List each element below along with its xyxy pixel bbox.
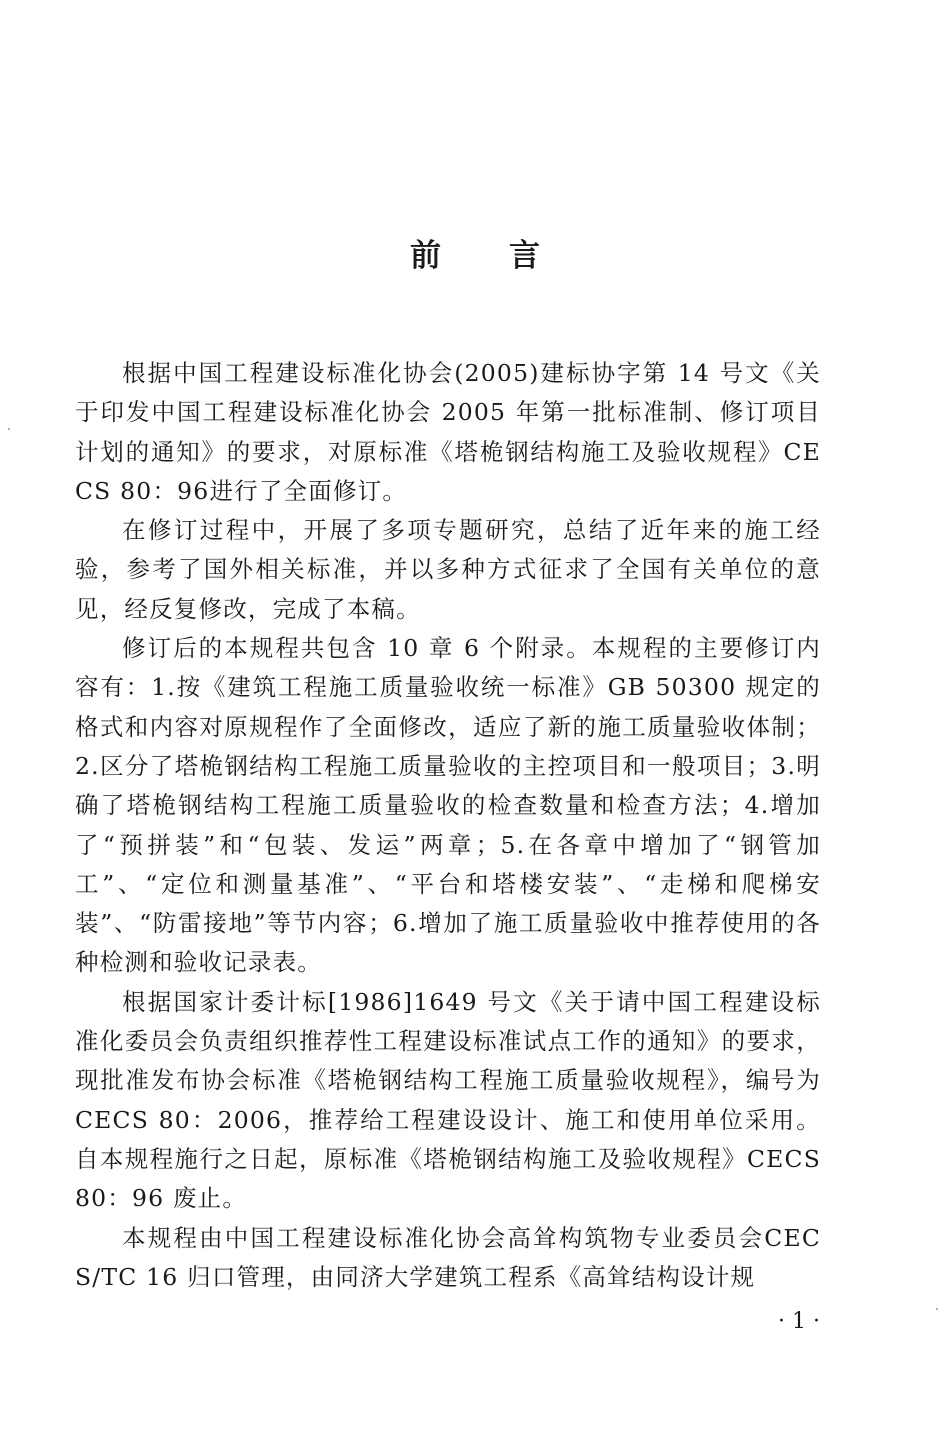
- paragraph-3: 修订后的本规程共包含 10 章 6 个附录。本规程的主要修订内容有：1.按《建筑工程施工质量验收统一标准》GB 50300 规定的格式和内容对原规程作了全面修改，适应了新的施工质量验收体制；2.区分了塔桅钢结构工程施工质量验收的主控项目和一般项目；3.明确了塔桅钢结构工程施工质量验收的检查数量和检查方法；4.增加了“预拼装”和“包装、发运”两章；5.在各章中增加了“钢管加工”、“定位和测量基准”、“平台和塔楼安装”、“走梯和爬梯安装”、“防雷接地”等节内容；6.增加了施工质量验收中推荐使用的各种检测和验收记录表。: [75, 634, 821, 977]
- body-text: [75, 354, 821, 1297]
- paragraph-2: 在修订过程中，开展了多项专题研究，总结了近年来的施工经验，参考了国外相关标准，并以多种方式征求了全国有关单位的意见，经反复修改，完成了本稿。: [75, 516, 821, 623]
- scan-speck: [8, 428, 10, 430]
- paragraph-5: 本规程由中国工程建设标准化协会高耸构筑物专业委员会CECS/TC 16 归口管理，由同济大学建筑工程系《高耸结构设计规: [75, 1223, 821, 1291]
- paragraph-4: 根据国家计委计标[1986]1649 号文《关于请中国工程建设标准化委员会负责组织推荐性工程建设标准试点工作的通知》的要求，现批准发布协会标准《塔桅钢结构工程施工质量验收规程》，编号为 CECS 80：2006，推荐给工程建设设计、施工和使用单位采用。自本规程施行之日起，原标准《塔桅钢结构施工及验收规程》CECS 80：96 废止。: [75, 987, 821, 1213]
- page-number: · 1 ·: [778, 1309, 820, 1334]
- paragraph-1: 根据中国工程建设标准化协会(2005)建标协字第 14 号文《关于印发中国工程建设标准化协会 2005 年第一批标准制、修订项目计划的通知》的要求，对原标准《塔桅钢结构施工及验收规程》CECS 80：96进行了全面修订。: [75, 359, 821, 505]
- page-title: 前言: [410, 238, 608, 274]
- scan-speck: [936, 1308, 938, 1310]
